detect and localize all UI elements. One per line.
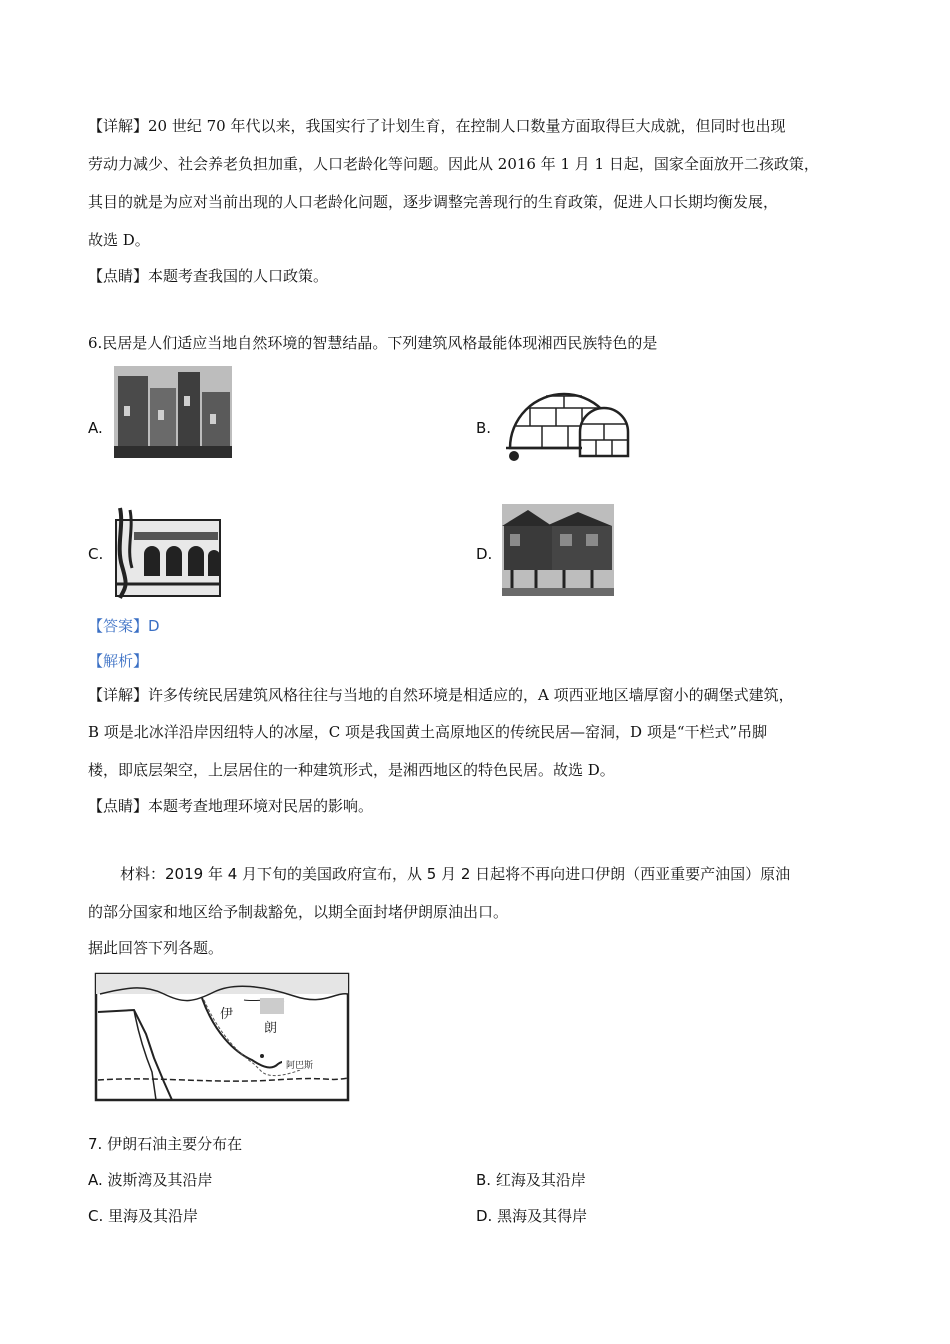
q7-stem: 7. 伊朗石油主要分布在 [88, 1135, 243, 1153]
q6-option-d-label: D. [476, 545, 493, 563]
iran-region-map [94, 972, 352, 1104]
q6-option-d-photo [502, 504, 614, 596]
q6-detail-line-1: 【详解】许多传统民居建筑风格往往与当地的自然环境是相适应的，A 项西亚地区墙厚窗小的碉堡式建筑， [88, 686, 794, 704]
q6-detail-line-3: 楼，即底层架空，上层居住的一种建筑形式，是湘西地区的特色民居。故选 D。 [88, 761, 615, 779]
q6-answer: 【答案】D [88, 617, 160, 635]
q6-comment: 【点睛】本题考查地理环境对民居的影响。 [88, 797, 374, 815]
q6-option-b-igloo [502, 374, 634, 464]
q6-analysis-heading: 【解析】 [88, 652, 149, 670]
q6-option-c-photo [114, 506, 230, 600]
q5-detail-line-2: 劳动力减少、社会养老负担加重，人口老龄化等问题。因此从 2016 年 1 月 1 日起，国家全面放开二孩政策， [88, 155, 819, 173]
q6-option-c-label: C. [88, 545, 104, 563]
q6-option-a-photo [114, 366, 232, 458]
q6-detail-line-2: B 项是北冰洋沿岸因纽特人的冰屋，C 项是我国黄土高原地区的传统民居—窑洞，D 项是“干栏式”吊脚 [88, 723, 768, 741]
q7-option-d[interactable]: D. 黑海及其得岸 [476, 1207, 588, 1225]
map-label-city: 阿巴斯 [286, 1061, 314, 1071]
q5-detail-line-3: 其目的就是为应对当前出现的人口老龄化问题，逐步调整完善现行的生育政策，促进人口长期均衡发展， [88, 193, 779, 211]
q6-option-b-label: B. [476, 419, 492, 437]
q5-detail-line-4: 故选 D。 [88, 231, 150, 249]
map-label-iran-1: 伊 [220, 1007, 234, 1022]
map-label-iran-2: 朗 [264, 1021, 278, 1036]
q6-option-a-label: A. [88, 419, 103, 437]
material-line-2: 的部分国家和地区给予制裁豁免，以期全面封堵伊朗原油出口。 [88, 903, 509, 921]
q5-comment: 【点睛】本题考查我国的人口政策。 [88, 267, 329, 285]
q7-option-b[interactable]: B. 红海及其沿岸 [476, 1171, 586, 1189]
q6-stem: 6.民居是人们适应当地自然环境的智慧结晶。下列建筑风格最能体现湘西民族特色的是 [88, 334, 658, 352]
q7-option-a[interactable]: A. 波斯湾及其沿岸 [88, 1171, 213, 1189]
q5-detail-line-1: 【详解】20 世纪 70 年代以来，我国实行了计划生育，在控制人口数量方面取得巨大成就，但同时也出现 [88, 117, 786, 135]
material-instruction: 据此回答下列各题。 [88, 939, 224, 957]
material-line-1: 材料：2019 年 4 月下旬的美国政府宣布，从 5 月 2 日起将不再向进口伊朗（西亚重要产油国）原油 [120, 865, 791, 883]
q7-option-c[interactable]: C. 里海及其沿岸 [88, 1207, 199, 1225]
